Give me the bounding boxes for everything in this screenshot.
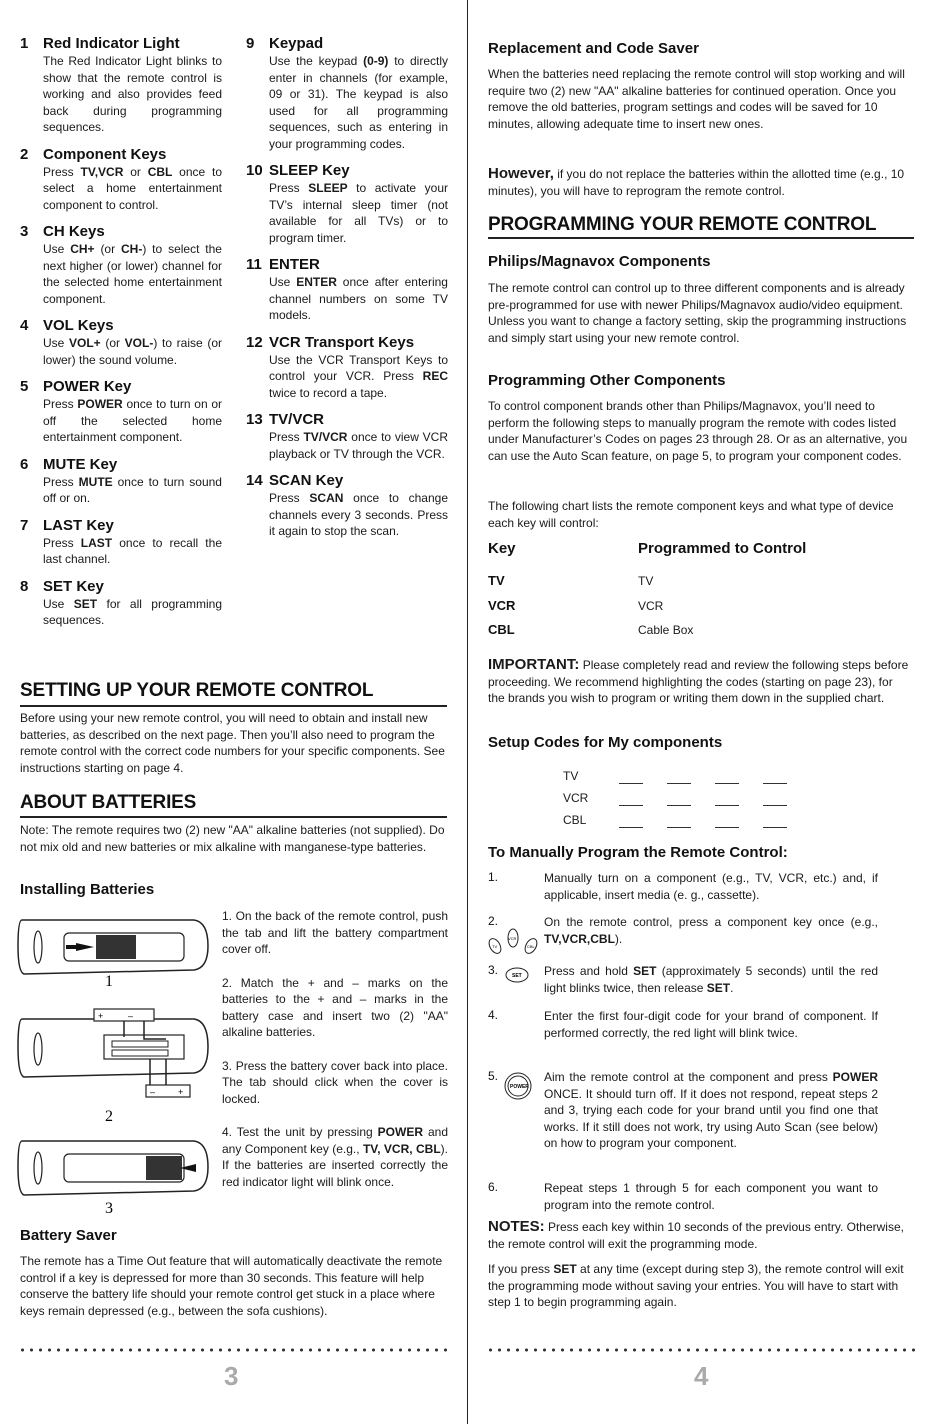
key-item-9: 9 Keypad Use the keypad (0-9) to directly enter in channels (for example, 09 or 31). The keypad is also used for all programming sequences, such as entering in your programming codes. [246,35,449,151]
remote-illustration-3 [16,1133,212,1219]
setup-code-row: VCR [563,784,823,806]
install-step-1: 1. On the back of the remote control, push the tab and lift the battery compartment cover off. [222,909,448,956]
philips-heading: Philips/Magnavox Components [488,253,711,270]
setup-code-row: TV [563,762,823,784]
step-5-text: Aim the remote control at the component and press POWER ONCE. It should turn off. If it does not respond, repeat steps 2 and 3, trying each code for your brand until you find one that works. If it still does not work, try using Auto Scan (see below) on how to program your component. [544,1070,878,1150]
key-item-7: 7 LAST Key Press LAST once to recall the last channel. [20,516,222,566]
setup-codes-table [563,762,823,828]
replacement-heading: Replacement and Code Saver [488,40,699,57]
key-item-13: 13 TV/VCR Press TV/VCR once to view VCR playback or TV through the VCR. [246,411,448,461]
key-item-14: 14 SCAN Key Press SCAN once to change channels every 3 seconds. Press it again to stop the scan. [246,472,448,538]
step-number: 4. [488,1008,499,1022]
setup-rule [20,705,447,707]
step-6-text: Repeat steps 1 through 5 for each component you want to program into the remote control. [544,1181,878,1212]
key-item-12: 12 VCR Transport Keys Use the VCR Transport Keys to control your VCR. Press REC twice to record a tape. [246,333,448,400]
vcr-key-label: VCR [508,936,517,941]
power-key-label: POWER [510,1084,529,1090]
programming-rule [488,237,914,239]
svg-text:+: + [98,1011,104,1021]
install-step-4: 4. Test the unit by pressing POWER and any Component key (e.g., TV, VCR, CBL). If the batteries are inserted correctly the red indicator light will blink once. [222,1125,448,1189]
step-number: 5. [488,1069,499,1083]
page-number-left: 3 [224,1361,239,1391]
table-row: VCR VCR [488,597,664,613]
figure-label-2: 2 [105,1108,113,1125]
install-step-3: 3. Press the battery cover back into place. The tab should click when the cover is locked. [222,1058,448,1106]
battery-saver-heading: Battery Saver [20,1227,117,1244]
however-text: However, if you do not replace the batteries within the allotted time (e.g., 10 minutes), you will have to reprogram the remote control. [488,165,905,198]
batteries-rule [20,816,447,818]
step-number: 3. [488,963,499,977]
dotted-rule-right [486,1348,918,1352]
step-4-text: Enter the first four-digit code for your brand of component. If performed correctly, the red light will blink twice. [544,1009,878,1040]
key-table [488,540,912,639]
dotted-rule-left [18,1348,450,1352]
chart-intro: The following chart lists the remote component keys and what type of device each key will control: [488,499,894,530]
keys-column-1 [20,35,222,629]
setup-heading: SETTING UP YOUR REMOTE CONTROL [20,680,374,701]
component-keys-icon [486,926,542,958]
batteries-heading: ABOUT BATTERIES [20,792,197,813]
other-heading: Programming Other Components [488,372,726,389]
key-item-4: 4 VOL Keys Use VOL+ (or VOL-) to raise (or lower) the sound volume. [20,317,222,367]
figure-label-3: 3 [105,1200,113,1217]
notes-text: NOTES: Press each key within 10 seconds of the previous entry. Otherwise, the remote control will exit the programming mode. [488,1218,904,1251]
page-divider [467,0,468,1424]
important-text: IMPORTANT: Please completely read and review the following steps before proceeding. We recommend highlighting the codes (starting on page 23), for the brands you wish to program or writing them down in the supplied chart. [488,656,909,705]
setup-code-row: CBL [563,806,823,828]
svg-text:–: – [128,1011,134,1021]
table-row: TV TV [488,573,654,588]
installing-heading: Installing Batteries [20,881,155,898]
figure-label-1: 1 [105,973,113,990]
key-table-header: Key Programmed to Control [488,540,807,557]
svg-text:+: + [178,1087,184,1097]
replacement-text: When the batteries need replacing the remote control will stop working and will require two (2) new "AA" alkaline batteries for continued operation. Once you remove the old batteries, program settings and codes will be saved for 10 minutes, allowing adequate time to insert new ones. [488,67,905,131]
key-item-1: 1 Red Indicator Light The Red Indicator Light blinks to show that the remote control is working and also provides feed back during programming sequences. [20,35,222,134]
set-note-text: If you press SET at any time (except during step 3), the remote control will exit the programming mode without saving your entries. You will have to start with step 1 to begin programming again. [488,1262,904,1309]
manual-heading: To Manually Program the Remote Control: [488,844,788,861]
key-item-3: 3 CH Keys Use CH+ (or CH-) to select the next higher (or lower) channel for the selected home entertainment component. [20,223,222,306]
tv-key-label: TV [492,944,498,949]
power-key-icon [503,1071,533,1101]
key-item-2: 2 Component Keys Press TV,VCR or CBL once to select a home entertainment component to control. [20,145,223,212]
programming-heading: PROGRAMMING YOUR REMOTE CONTROL [488,214,877,235]
step-number: 6. [488,1180,499,1194]
step-1-text: Manually turn on a component (e.g., TV, VCR, etc.) and, if applicable, insert media (e. g., cassette). [544,871,878,902]
step-number: 2. [488,914,499,928]
table-row: CBL Cable Box [488,622,694,637]
page-number-right: 4 [694,1361,709,1391]
install-step-2: 2. Match the + and – marks on the batteries to the + and – marks in the battery case and insert two (2) "AA" alkaline batteries. [222,975,448,1039]
other-text: To control component brands other than Philips/Magnavox, you’ll need to perform the following steps to manually program the remote with codes listed under Manufacturer’s Codes on pages 23 through 28. Or as an alternative, you can use the Auto Scan feature, on page 5, to program your component codes. [488,399,908,463]
set-key-label: SET [512,973,522,979]
step-2-text: On the remote control, press a component key once (e.g., TV,VCR,CBL). [544,915,878,946]
cbl-key-label: CBL [527,944,535,949]
key-item-8: 8 SET Key Use SET for all programming sequences. [20,577,222,627]
battery-saver-text: The remote has a Time Out feature that will automatically deactivate the remote control if a key is depressed for more than 30 seconds. This feature will help conserve the battery life should your remote control get stuck in a place where keys remain depressed (e.g., between the sofa cushions). [20,1254,443,1318]
remote-illustration-2 [16,1005,212,1129]
step-3-text: Press and hold SET (approximately 5 seconds) until the red light blinks twice, then release SET. [544,964,878,995]
step-number: 1. [488,870,499,884]
keys-column-2 [246,35,448,540]
batteries-note: Note: The remote requires two (2) new "AA" alkaline batteries (not supplied). Do not mix old and new batteries or mix alkaline with manganese-type batteries. [20,823,445,854]
setup-text: Before using your new remote control, you will need to obtain and install new batteries, as described on the next page. Then you’ll also need to program the remote control with the correct code numbers for your specific components. See instructions starting on page 4. [20,711,445,775]
key-item-10: 10 SLEEP Key Press SLEEP to activate your TV’s internal sleep timer (not available for all TVs) or to program timer. [246,162,448,245]
set-key-icon [504,966,530,984]
svg-text:–: – [150,1087,156,1097]
philips-text: The remote control can control up to three different components and is already pre-programmed for use with newer Philips/Magnavox audio/video equipment. Unless you want to change a factory setting, skip the programming instructions and simply start using your new remote control. [488,281,907,345]
key-item-11: 11 ENTER Use ENTER once after entering channel numbers on some TV models. [246,256,448,322]
install-steps [222,908,448,1190]
key-item-5: 5 POWER Key Press POWER once to turn on or off the selected home entertainment component. [20,378,222,444]
key-item-6: 6 MUTE Key Press MUTE once to turn sound off or on. [20,455,222,505]
remote-illustration-1 [16,910,212,992]
setup-codes-heading: Setup Codes for My components [488,734,723,751]
